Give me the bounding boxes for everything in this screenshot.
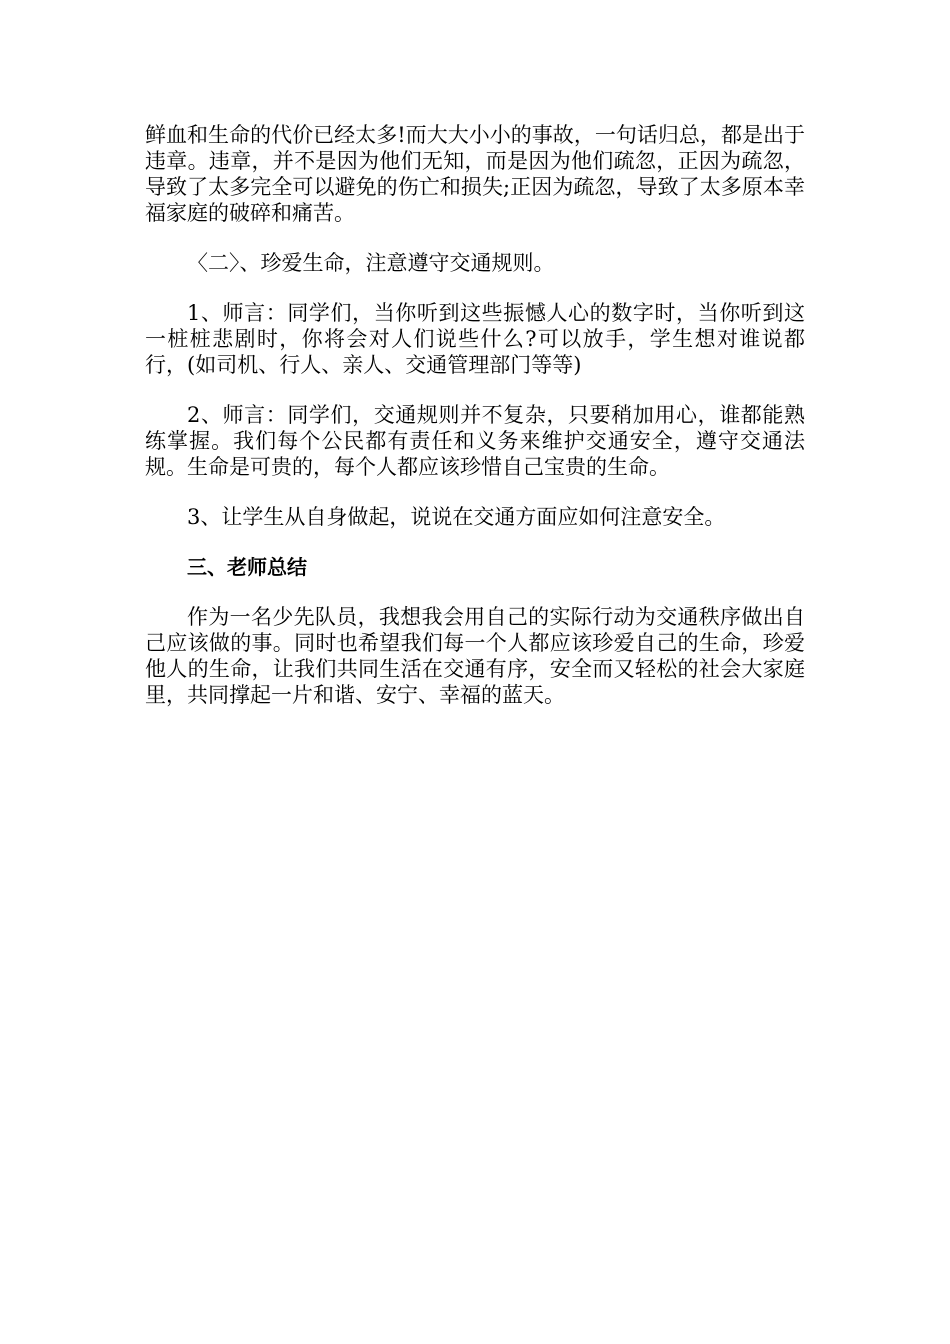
paragraph-teacher-says-1: 1、师言：同学们，当你听到这些振憾人心的数字时，当你听到这一桩桩悲剧时，你将会对人们说些什么?可以放手，学生想对谁说都行，(如司机、行人、亲人、交通管理部门等等) xyxy=(145,301,805,377)
paragraph-student-safety: 3、让学生从自身做起，说说在交通方面应如何注意安全。 xyxy=(187,505,726,529)
paragraph-section-two-title: 〈二〉、珍爱生命，注意遵守交通规则。 xyxy=(187,251,555,275)
paragraph-teacher-says-2: 2、师言：同学们，交通规则并不复杂，只要稍加用心，谁都能熟练掌握。我们每个公民都有责任和义务来维护交通安全，遵守交通法规。生命是可贵的，每个人都应该珍惜自己宝贵的生命。 xyxy=(145,403,805,479)
paragraph-violations: 鲜血和生命的代价已经太多!而大大小小的事故，一句话归总，都是出于违章。违章，并不是因为他们无知，而是因为他们疏忽，正因为疏忽，导致了太多完全可以避免的伤亡和损失;正因为疏忽，导致了太多原本幸福家庭的破碎和痛苦。 xyxy=(145,123,805,225)
section-heading-summary: 三、老师总结 xyxy=(187,555,307,579)
document-page xyxy=(145,122,805,732)
paragraph-closing: 作为一名少先队员，我想我会用自己的实际行动为交通秩序做出自己应该做的事。同时也希望我们每一个人都应该珍爱自己的生命，珍爱他人的生命，让我们共同生活在交通有序，安全而又轻松的社会大家庭里，共同撑起一片和谐、安宁、幸福的蓝天。 xyxy=(145,605,805,707)
